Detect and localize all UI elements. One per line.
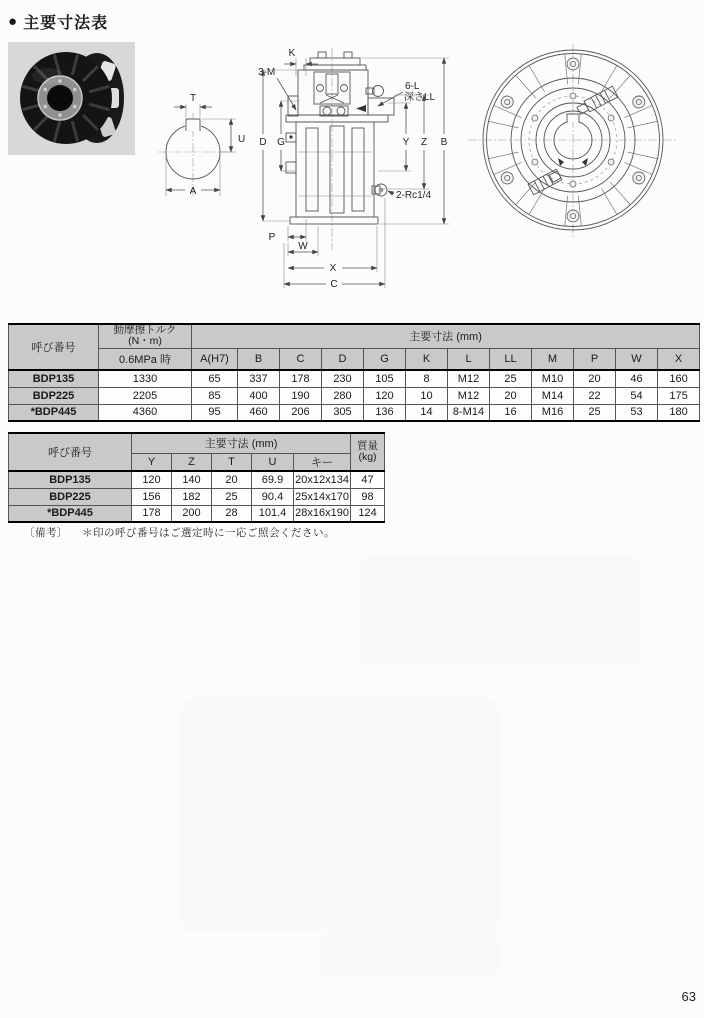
bullet-icon: ● bbox=[8, 13, 19, 30]
bleed-through-ghost bbox=[180, 700, 500, 930]
t1-value-cell: 85 bbox=[192, 387, 238, 404]
bleed-through-ghost bbox=[320, 935, 500, 975]
t1-value-cell: 22 bbox=[574, 387, 616, 404]
t2-header-model: 呼び番号 bbox=[9, 433, 132, 471]
t1-value-cell: 305 bbox=[322, 404, 364, 421]
t1-row-bdp135 bbox=[9, 370, 700, 387]
t1-value-cell: 8-M14 bbox=[448, 404, 490, 421]
t1-value-cell: 8 bbox=[406, 370, 448, 387]
t1-torque-cell: 1330 bbox=[99, 370, 192, 387]
t2-value-cell: 178 bbox=[132, 505, 172, 522]
t2-model-cell: BDP225 bbox=[9, 488, 132, 505]
technical-drawings bbox=[0, 0, 704, 320]
t1-model-cell: BDP135 bbox=[9, 370, 99, 387]
t2-mass-cell: 98 bbox=[351, 488, 385, 505]
t1-col-p: P bbox=[574, 348, 616, 370]
t2-header-mass bbox=[351, 433, 385, 471]
t1-header-torque-line2: (N・m) bbox=[128, 335, 162, 348]
t2-mass-cell: 47 bbox=[351, 471, 385, 488]
cross-section-drawing bbox=[258, 48, 449, 290]
page-number: 63 bbox=[681, 989, 696, 1004]
t2-value-cell: 120 bbox=[132, 471, 172, 488]
dim-label-a: A bbox=[189, 186, 197, 197]
t2-value-cell: 25 bbox=[212, 488, 252, 505]
t1-header-torque-sub: 0.6MPa 時 bbox=[99, 348, 192, 370]
t1-value-cell: 95 bbox=[192, 404, 238, 421]
bleed-through-ghost bbox=[360, 555, 640, 665]
remark-label: 〔備考〕 bbox=[24, 527, 68, 539]
t1-value-cell: 14 bbox=[406, 404, 448, 421]
t1-value-cell: 180 bbox=[658, 404, 700, 421]
t1-value-cell: 54 bbox=[616, 387, 658, 404]
t1-value-cell: M10 bbox=[532, 370, 574, 387]
t2-value-cell: 20 bbox=[212, 471, 252, 488]
front-view-drawing bbox=[468, 44, 678, 238]
page-title-text: 主要寸法表 bbox=[23, 15, 109, 32]
t1-value-cell: 280 bbox=[322, 387, 364, 404]
t1-value-cell: M14 bbox=[532, 387, 574, 404]
t2-header-dims-group: 主要寸法 (mm) bbox=[132, 433, 351, 453]
t1-value-cell: 10 bbox=[406, 387, 448, 404]
t2-value-cell: 101.4 bbox=[252, 505, 294, 522]
t1-col-g: G bbox=[364, 348, 406, 370]
t2-col-key: キー bbox=[294, 453, 351, 471]
dim-label-rc: 2-Rc1/4 bbox=[396, 190, 432, 201]
t1-col-k: K bbox=[406, 348, 448, 370]
t2-value-cell: 140 bbox=[172, 471, 212, 488]
dim-label-y: Y bbox=[402, 137, 410, 148]
dim-label-6l: 6-L bbox=[405, 81, 420, 92]
dim-label-b: B bbox=[440, 137, 448, 148]
t2-header-mass-line2: (kg) bbox=[358, 451, 377, 463]
t1-value-cell: 20 bbox=[490, 387, 532, 404]
t1-value-cell: 136 bbox=[364, 404, 406, 421]
dim-label-u: U bbox=[238, 134, 246, 145]
t1-value-cell: 460 bbox=[238, 404, 280, 421]
dim-label-z: Z bbox=[420, 137, 428, 148]
t1-torque-cell: 2205 bbox=[99, 387, 192, 404]
t1-header-torque-line1: 動摩擦トルク bbox=[113, 324, 177, 337]
dim-label-w: W bbox=[298, 241, 308, 252]
t1-value-cell: 178 bbox=[280, 370, 322, 387]
t1-value-cell: 16 bbox=[490, 404, 532, 421]
t2-col-z: Z bbox=[172, 453, 212, 471]
t2-col-t: T bbox=[212, 453, 252, 471]
t2-value-cell: 69.9 bbox=[252, 471, 294, 488]
t1-row-bdp225 bbox=[9, 387, 700, 404]
t2-mass-cell: 124 bbox=[351, 505, 385, 522]
remark-text: ＊印の呼び番号はご選定時に一応ご照会ください。 bbox=[82, 527, 335, 539]
t1-col-l: L bbox=[448, 348, 490, 370]
t1-value-cell: 175 bbox=[658, 387, 700, 404]
t1-value-cell: M12 bbox=[448, 387, 490, 404]
t1-value-cell: 25 bbox=[574, 404, 616, 421]
t2-value-cell: 20x12x134 bbox=[294, 471, 351, 488]
t1-value-cell: 337 bbox=[238, 370, 280, 387]
t1-value-cell: 230 bbox=[322, 370, 364, 387]
dim-label-g: G bbox=[277, 137, 285, 148]
main-dimensions-table-2 bbox=[8, 432, 385, 523]
t1-value-cell: 190 bbox=[280, 387, 322, 404]
t2-value-cell: 28 bbox=[212, 505, 252, 522]
t2-value-cell: 25x14x170 bbox=[294, 488, 351, 505]
t2-value-cell: 182 bbox=[172, 488, 212, 505]
dim-label-p: P bbox=[268, 232, 276, 243]
dim-label-t: T bbox=[189, 93, 197, 104]
t1-value-cell: 160 bbox=[658, 370, 700, 387]
t1-value-cell: M12 bbox=[448, 370, 490, 387]
dim-label-d: D bbox=[259, 137, 267, 148]
t1-value-cell: 120 bbox=[364, 387, 406, 404]
t2-row-bdp445 bbox=[9, 505, 385, 522]
t1-value-cell: 20 bbox=[574, 370, 616, 387]
product-photo bbox=[8, 42, 135, 155]
t1-model-cell: *BDP445 bbox=[9, 404, 99, 421]
t1-row-bdp445 bbox=[9, 404, 700, 421]
t2-model-cell: BDP135 bbox=[9, 471, 132, 488]
t1-value-cell: 206 bbox=[280, 404, 322, 421]
shaft-section-drawing bbox=[158, 93, 245, 197]
t1-col-a: A(H7) bbox=[192, 348, 238, 370]
t2-col-u: U bbox=[252, 453, 294, 471]
t1-col-c: C bbox=[280, 348, 322, 370]
t2-value-cell: 90.4 bbox=[252, 488, 294, 505]
dim-label-depth-ll: 深さLL bbox=[404, 92, 436, 103]
t1-col-w: W bbox=[616, 348, 658, 370]
t1-header-dims-group: 主要寸法 (mm) bbox=[192, 324, 700, 348]
dim-label-x: X bbox=[329, 263, 337, 274]
t1-value-cell: M16 bbox=[532, 404, 574, 421]
dim-label-k: K bbox=[288, 48, 296, 59]
t1-value-cell: 65 bbox=[192, 370, 238, 387]
t1-col-b: B bbox=[238, 348, 280, 370]
t2-value-cell: 28x16x190 bbox=[294, 505, 351, 522]
t2-value-cell: 200 bbox=[172, 505, 212, 522]
t2-col-y: Y bbox=[132, 453, 172, 471]
t1-col-m: M bbox=[532, 348, 574, 370]
t1-torque-cell: 4360 bbox=[99, 404, 192, 421]
main-dimensions-table-1 bbox=[8, 323, 700, 422]
dim-label-3m: 3-M bbox=[258, 67, 276, 78]
remark-note bbox=[24, 525, 335, 540]
t1-value-cell: 46 bbox=[616, 370, 658, 387]
dim-label-c: C bbox=[330, 279, 338, 290]
t2-value-cell: 156 bbox=[132, 488, 172, 505]
t1-col-x: X bbox=[658, 348, 700, 370]
t2-row-bdp225 bbox=[9, 488, 385, 505]
t2-model-cell: *BDP445 bbox=[9, 505, 132, 522]
t1-col-d: D bbox=[322, 348, 364, 370]
t1-header-torque bbox=[99, 324, 192, 348]
t1-value-cell: 53 bbox=[616, 404, 658, 421]
t1-value-cell: 400 bbox=[238, 387, 280, 404]
t1-header-model: 呼び番号 bbox=[9, 324, 99, 370]
t2-row-bdp135 bbox=[9, 471, 385, 488]
t2-header-mass-line1: 質量 bbox=[357, 440, 379, 452]
t1-col-ll: LL bbox=[490, 348, 532, 370]
t1-value-cell: 25 bbox=[490, 370, 532, 387]
t1-model-cell: BDP225 bbox=[9, 387, 99, 404]
t1-value-cell: 105 bbox=[364, 370, 406, 387]
